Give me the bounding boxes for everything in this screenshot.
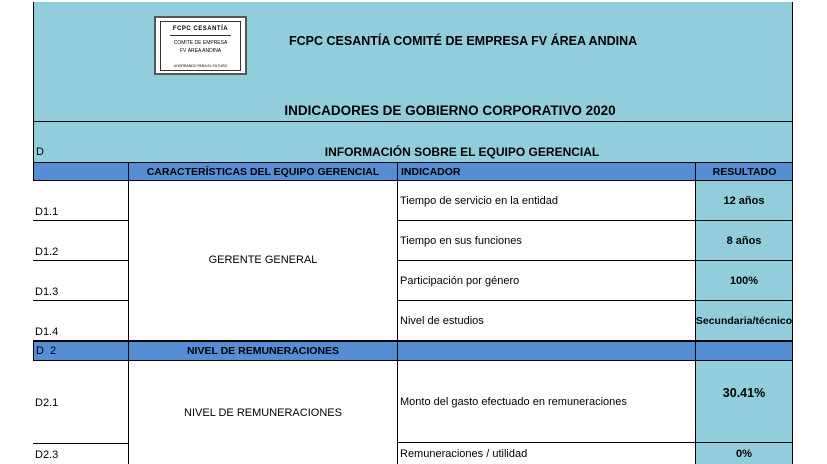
row-indicator: Nivel de estudios (397, 301, 695, 341)
logo-line-1: FCPC CESANTÍA (172, 26, 229, 32)
row-code: D2.3 (35, 449, 59, 461)
row-indicator: Tiempo en sus funciones (397, 221, 695, 261)
row-code: D1.4 (35, 326, 59, 338)
section-d-code: D (36, 146, 44, 158)
column-characteristics: CARACTERÍSTICAS DEL EQUIPO GERENCIAL (146, 165, 380, 178)
row-indicator: Participación por género (397, 261, 695, 301)
logo-line-4: AHORRANDO PARA EL FUTURO (173, 63, 228, 68)
row-indicator: Monto del gasto efectuado en remuneraciones (397, 361, 695, 443)
section-d-title: INFORMACIÓN SOBRE EL EQUIPO GERENCIAL (324, 145, 600, 159)
row-result: 30.41% (695, 361, 793, 443)
section-d2-code: D 2 (36, 345, 57, 357)
logo-line-2: COMITE DE EMPRESA (173, 40, 228, 46)
row-result: Secundaria/técnico (695, 301, 793, 341)
column-indicator: INDICADOR (401, 165, 461, 178)
group1-label: GERENTE GENERAL (208, 254, 318, 266)
company-title: FCPC CESANTÍA COMITÉ DE EMPRESA FV ÁREA ANDINA (289, 34, 638, 48)
row-code: D2.1 (35, 397, 59, 409)
group2-label: NIVEL DE REMUNERACIONES (184, 407, 342, 419)
row-result: 8 años (695, 221, 793, 261)
logo-line-3: FV ÁREA ANDINA (179, 48, 222, 54)
report-title: INDICADORES DE GOBIERNO CORPORATIVO 2020 (284, 102, 616, 118)
row-result: 0% (695, 443, 793, 464)
row-code: D1.2 (35, 246, 59, 258)
company-logo (154, 16, 247, 75)
section-d2-title: NIVEL DE REMUNERACIONES (186, 345, 340, 357)
column-result: RESULTADO (712, 165, 777, 178)
row-indicator: Tiempo de servicio en la entidad (397, 181, 695, 221)
row-result: 12 años (695, 181, 793, 221)
row-code: D1.1 (35, 206, 59, 218)
row-code: D1.3 (35, 286, 59, 298)
row-result: 100% (695, 261, 793, 301)
row-indicator: Remuneraciones / utilidad (400, 447, 528, 460)
